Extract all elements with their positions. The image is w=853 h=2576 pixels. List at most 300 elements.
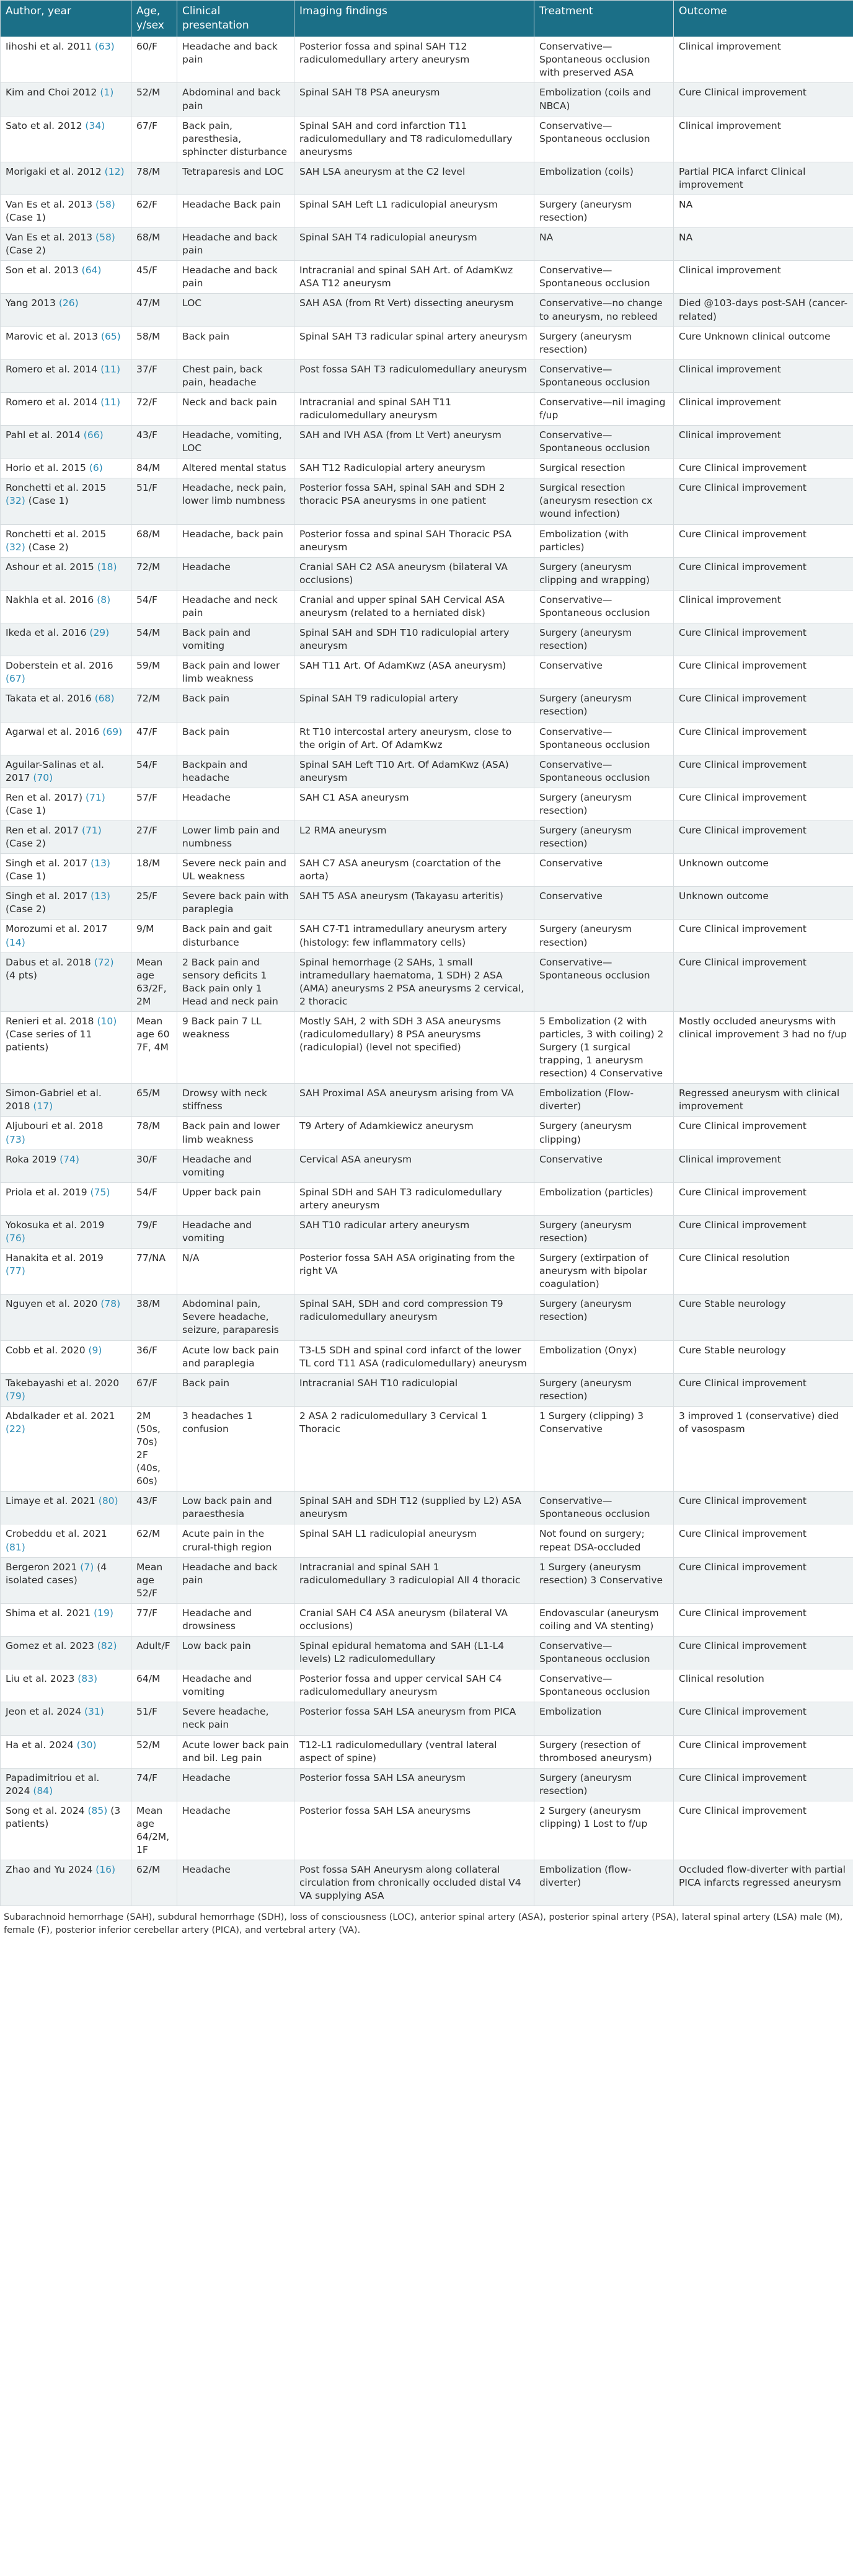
cell-imaging-findings: Posterior fossa and spinal SAH Thoracic PSA aneurysm (294, 524, 534, 557)
cell-imaging-findings: Posterior fossa SAH, spinal SAH and SDH 2 thoracic PSA aneurysms in one patient (294, 478, 534, 524)
author-note: (Case series of 11 patients) (6, 1028, 92, 1053)
cell-author (1, 920, 131, 952)
cell-outcome: Cure Clinical improvement (674, 722, 853, 755)
cell-outcome: NA (674, 228, 853, 261)
cell-treatment: Embolization (534, 1702, 674, 1735)
cell-author (1, 359, 131, 392)
cell-author (1, 1801, 131, 1860)
cell-clinical-presentation: Drowsy with neck stiffness (177, 1084, 294, 1117)
cell-author (1, 788, 131, 820)
table-row (1, 1637, 853, 1669)
cell-author (1, 1084, 131, 1117)
cell-treatment: 5 Embolization (2 with particles, 3 with coiling) 2 Surgery (1 surgical trapping, 1 aneurysm resection) 4 Conservative (534, 1011, 674, 1083)
reference-link[interactable]: (1) (100, 87, 114, 99)
cell-clinical-presentation: Headache, back pain (177, 524, 294, 557)
cell-outcome: Cure Clinical improvement (674, 1801, 853, 1860)
cell-clinical-presentation: Back pain and lower limb weakness (177, 656, 294, 689)
reference-link[interactable]: (80) (98, 1495, 118, 1507)
cell-age-sex: 43/F (131, 426, 177, 459)
reference-link[interactable]: (18) (97, 561, 117, 573)
cell-age-sex: 62/M (131, 1860, 177, 1906)
cell-age-sex: 72/F (131, 392, 177, 425)
cell-author (1, 162, 131, 195)
cell-age-sex: 79/F (131, 1215, 177, 1248)
cell-treatment: Surgery (aneurysm clipping) (534, 1117, 674, 1150)
cell-imaging-findings: Spinal SAH and SDH T12 (supplied by L2) ASA aneurysm (294, 1492, 534, 1524)
reference-link[interactable]: (58) (95, 199, 115, 210)
cell-outcome: Clinical improvement (674, 359, 853, 392)
cell-treatment: Conservative—Spontaneous occlusion (534, 952, 674, 1011)
cell-outcome: Mostly occluded aneurysms with clinical improvement 3 had no f/up (674, 1011, 853, 1083)
reference-link[interactable]: (11) (100, 396, 121, 408)
cell-author (1, 1150, 131, 1182)
cell-outcome: Cure Clinical improvement (674, 524, 853, 557)
cell-imaging-findings: Spinal SAH Left L1 radiculopial aneurysm (294, 195, 534, 228)
author-name: Sato et al. 2012 (6, 120, 82, 131)
cell-treatment: Surgical resection (aneurysm resection cx wound infection) (534, 478, 674, 524)
cell-age-sex: 78/M (131, 162, 177, 195)
reference-link[interactable]: (75) (90, 1186, 110, 1198)
cell-author (1, 820, 131, 853)
table-row (1, 557, 853, 590)
table-row (1, 1406, 853, 1491)
cell-author (1, 590, 131, 623)
table-row (1, 459, 853, 478)
cell-imaging-findings: SAH T10 radicular artery aneurysm (294, 1215, 534, 1248)
cell-outcome: Died @103-days post-SAH (cancer-related) (674, 294, 853, 327)
cell-outcome: 3 improved 1 (conservative) died of vasospasm (674, 1406, 853, 1491)
reference-link[interactable]: (64) (81, 265, 102, 276)
cell-author (1, 1117, 131, 1150)
cell-age-sex: 68/M (131, 228, 177, 261)
cell-age-sex: 67/F (131, 1373, 177, 1406)
cell-author (1, 1215, 131, 1248)
cell-imaging-findings: T3-L5 SDH and spinal cord infarct of the lower TL cord T11 ASA (radiculomedullary) aneurysm (294, 1340, 534, 1373)
cell-age-sex: 62/F (131, 195, 177, 228)
cell-outcome: Cure Stable neurology (674, 1340, 853, 1373)
author-name: Van Es et al. 2013 (6, 199, 93, 210)
author-name: Ashour et al. 2015 (6, 561, 94, 573)
cell-age-sex: 62/M (131, 1524, 177, 1557)
cell-imaging-findings: Post fossa SAH T3 radiculomedullary aneurysm (294, 359, 534, 392)
author-name: Son et al. 2013 (6, 265, 79, 276)
author-name: Nguyen et al. 2020 (6, 1298, 98, 1310)
cell-outcome: Cure Clinical improvement (674, 1524, 853, 1557)
cell-imaging-findings: SAH LSA aneurysm at the C2 level (294, 162, 534, 195)
reference-link[interactable]: (69) (102, 726, 123, 737)
cell-clinical-presentation: Lower limb pain and numbness (177, 820, 294, 853)
cell-clinical-presentation: Headache and vomiting (177, 1150, 294, 1182)
cell-clinical-presentation: Back pain, paresthesia, sphincter disturbance (177, 116, 294, 162)
cell-author (1, 478, 131, 524)
reference-link[interactable]: (71) (86, 791, 105, 803)
table-row (1, 1768, 853, 1801)
reference-link[interactable]: (32) (6, 495, 25, 507)
author-name: Ren et al. 2017) (6, 791, 83, 803)
cell-author (1, 1768, 131, 1801)
cell-treatment: Conservative—Spontaneous occlusion (534, 426, 674, 459)
reference-link[interactable]: (31) (84, 1706, 104, 1718)
table-row (1, 689, 853, 722)
cell-author (1, 656, 131, 689)
cell-outcome: Unknown outcome (674, 887, 853, 920)
reference-link[interactable]: (78) (100, 1298, 121, 1310)
cell-age-sex: 37/F (131, 359, 177, 392)
cell-treatment: Embolization (with particles) (534, 524, 674, 557)
cell-imaging-findings: Spinal SAH and SDH T10 radiculopial artery aneurysm (294, 623, 534, 656)
table-row (1, 1011, 853, 1083)
author-name: Morozumi et al. 2017 (6, 923, 108, 935)
author-name: Pahl et al. 2014 (6, 429, 81, 441)
reference-link[interactable]: (63) (94, 41, 115, 53)
cell-treatment: NA (534, 228, 674, 261)
author-name: Priola et al. 2019 (6, 1186, 87, 1198)
cell-clinical-presentation: Chest pain, back pain, headache (177, 359, 294, 392)
reference-link[interactable]: (72) (94, 956, 114, 968)
author-name: Ronchetti et al. 2015 (6, 528, 107, 540)
cell-treatment: Conservative—Spontaneous occlusion (534, 359, 674, 392)
author-name: Jeon et al. 2024 (6, 1706, 81, 1718)
cell-imaging-findings: Rt T10 intercostal artery aneurysm, close to the origin of Art. Of AdamKwz (294, 722, 534, 755)
cell-clinical-presentation: Back pain and lower limb weakness (177, 1117, 294, 1150)
cell-clinical-presentation: Headache and vomiting (177, 1669, 294, 1702)
author-name: Renieri et al. 2018 (6, 1015, 94, 1027)
reference-link[interactable]: (14) (6, 936, 25, 948)
reference-link[interactable]: (13) (91, 858, 110, 869)
table-row (1, 722, 853, 755)
cell-author (1, 755, 131, 788)
reference-link[interactable]: (67) (6, 673, 25, 685)
cell-imaging-findings: Intracranial SAH T10 radiculopial (294, 1373, 534, 1406)
cell-treatment: Surgery (aneurysm clipping and wrapping) (534, 557, 674, 590)
reference-link[interactable]: (19) (94, 1607, 113, 1619)
reference-link[interactable]: (66) (83, 429, 104, 441)
cell-age-sex: 59/M (131, 656, 177, 689)
cell-imaging-findings: Spinal SAH T8 PSA aneurysm (294, 83, 534, 116)
author-note: (4 pts) (6, 969, 37, 981)
cell-imaging-findings: Spinal epidural hematoma and SAH (L1-L4 levels) L2 radiculomedullary (294, 1637, 534, 1669)
author-name: Marovic et al. 2013 (6, 330, 98, 342)
cell-imaging-findings: Spinal SAH T3 radicular spinal artery aneurysm (294, 327, 534, 359)
cell-outcome: Clinical improvement (674, 116, 853, 162)
cell-author (1, 1011, 131, 1083)
author-name: Yang 2013 (6, 297, 56, 309)
reference-link[interactable]: (17) (33, 1101, 53, 1112)
cell-clinical-presentation: Headache and back pain (177, 228, 294, 261)
cell-outcome: Cure Unknown clinical outcome (674, 327, 853, 359)
cell-age-sex: 77/NA (131, 1249, 177, 1295)
cell-treatment: Embolization (flow-diverter) (534, 1860, 674, 1906)
reference-link[interactable]: (32) (6, 541, 25, 553)
cell-outcome: Clinical improvement (674, 590, 853, 623)
reference-link[interactable]: (10) (97, 1015, 117, 1027)
cell-clinical-presentation: Back pain (177, 1373, 294, 1406)
cell-clinical-presentation: Headache and back pain (177, 1557, 294, 1603)
reference-link[interactable]: (81) (6, 1541, 25, 1553)
author-name: Singh et al. 2017 (6, 890, 88, 902)
cell-age-sex: 45/F (131, 261, 177, 294)
author-name: Doberstein et al. 2016 (6, 660, 113, 672)
cell-age-sex: 27/F (131, 820, 177, 853)
cell-author (1, 524, 131, 557)
cell-treatment: Surgery (aneurysm resection) (534, 327, 674, 359)
author-note: (Case 1) (6, 212, 46, 224)
cell-treatment: Conservative—Spontaneous occlusion (534, 1637, 674, 1669)
table-row (1, 1215, 853, 1248)
header-age-sex: Age, y/sex (131, 1, 177, 37)
reference-link[interactable]: (8) (97, 594, 111, 605)
cell-treatment: Conservative (534, 656, 674, 689)
table-row (1, 755, 853, 788)
cell-clinical-presentation: Headache and drowsiness (177, 1603, 294, 1636)
cell-imaging-findings: Intracranial and spinal SAH T11 radiculomedullary aneurysm (294, 392, 534, 425)
table-row (1, 392, 853, 425)
cell-age-sex: 60/F (131, 37, 177, 83)
author-name: Liu et al. 2023 (6, 1673, 75, 1685)
reference-link[interactable]: (7) (80, 1561, 94, 1573)
author-note: (4 isolated cases) (6, 1561, 107, 1586)
cell-treatment: Embolization (coils and NBCA) (534, 83, 674, 116)
author-note: (3 patients) (6, 1805, 121, 1829)
reference-link[interactable]: (22) (6, 1423, 25, 1435)
cell-treatment: Conservative—Spontaneous occlusion with preserved ASA (534, 37, 674, 83)
table-row (1, 1084, 853, 1117)
author-name: Aguilar-Salinas et al. 2017 (6, 758, 104, 783)
table-row (1, 1524, 853, 1557)
cell-clinical-presentation: Acute lower back pain and bil. Leg pain (177, 1735, 294, 1768)
author-name: Yokosuka et al. 2019 (6, 1219, 105, 1231)
table-row (1, 524, 853, 557)
cell-outcome: Occluded flow-diverter with partial PICA infarcts regressed aneurysm (674, 1860, 853, 1906)
table-row (1, 854, 853, 887)
cell-clinical-presentation: 2 Back pain and sensory deficits 1 Back pain only 1 Head and neck pain (177, 952, 294, 1011)
cell-age-sex: 72/M (131, 689, 177, 722)
reference-link[interactable]: (70) (33, 771, 53, 783)
table-row (1, 920, 853, 952)
author-name: Roka 2019 (6, 1153, 57, 1165)
cell-age-sex: 54/F (131, 755, 177, 788)
reference-link[interactable]: (30) (76, 1739, 97, 1751)
cell-age-sex: Mean age 60 7F, 4M (131, 1011, 177, 1083)
cell-clinical-presentation: Upper back pain (177, 1182, 294, 1215)
cell-author (1, 261, 131, 294)
cell-treatment: Embolization (Onyx) (534, 1340, 674, 1373)
cell-age-sex: 57/F (131, 788, 177, 820)
cell-outcome: Cure Clinical improvement (674, 689, 853, 722)
cell-clinical-presentation: Severe back pain with paraplegia (177, 887, 294, 920)
cell-author (1, 557, 131, 590)
cell-imaging-findings: SAH C7 ASA aneurysm (coarctation of the aorta) (294, 854, 534, 887)
author-name: Horio et al. 2015 (6, 462, 86, 474)
cell-outcome: NA (674, 195, 853, 228)
header-author: Author, year (1, 1, 131, 37)
reference-link[interactable]: (83) (77, 1673, 98, 1685)
cell-clinical-presentation: Headache (177, 1768, 294, 1801)
header-outcome: Outcome (674, 1, 853, 37)
cell-author (1, 1182, 131, 1215)
header-row (1, 1, 853, 37)
cell-clinical-presentation: Acute pain in the crural-thigh region (177, 1524, 294, 1557)
cell-author (1, 116, 131, 162)
cell-outcome: Cure Clinical improvement (674, 1637, 853, 1669)
author-note: (Case 1) (6, 871, 46, 882)
reference-link[interactable]: (65) (100, 330, 121, 342)
cell-treatment: Conservative—nil imaging f/up (534, 392, 674, 425)
reference-link[interactable]: (6) (89, 462, 103, 474)
author-note: (Case 1) (28, 495, 69, 507)
author-name: Abdalkader et al. 2021 (6, 1410, 115, 1422)
author-name: Agarwal et al. 2016 (6, 726, 100, 737)
author-name: Romero et al. 2014 (6, 363, 98, 375)
cell-imaging-findings: SAH ASA (from Rt Vert) dissecting aneurysm (294, 294, 534, 327)
cell-treatment: Conservative—Spontaneous occlusion (534, 1669, 674, 1702)
table-row (1, 1860, 853, 1906)
cell-author (1, 854, 131, 887)
cell-clinical-presentation: N/A (177, 1249, 294, 1295)
table-row (1, 1182, 853, 1215)
cell-age-sex: Mean age 52/F (131, 1557, 177, 1603)
table-body (1, 37, 853, 1906)
cell-author (1, 1295, 131, 1340)
cell-outcome: Cure Clinical improvement (674, 83, 853, 116)
table-row (1, 327, 853, 359)
reference-link[interactable]: (85) (87, 1805, 108, 1816)
author-name: Zhao and Yu 2024 (6, 1864, 93, 1876)
cell-author (1, 1860, 131, 1906)
reference-link[interactable]: (12) (104, 165, 125, 177)
cell-outcome: Cure Clinical improvement (674, 1373, 853, 1406)
cell-age-sex: Mean age 64/2M, 1F (131, 1801, 177, 1860)
reference-link[interactable]: (34) (85, 120, 105, 131)
cell-treatment: Surgery (aneurysm resection) (534, 920, 674, 952)
reference-link[interactable]: (71) (81, 824, 102, 836)
table-row (1, 788, 853, 820)
cell-age-sex: 51/F (131, 1702, 177, 1735)
cell-clinical-presentation: Abdominal and back pain (177, 83, 294, 116)
reference-link[interactable]: (16) (95, 1864, 116, 1876)
cell-treatment: Conservative—Spontaneous occlusion (534, 590, 674, 623)
reference-link[interactable]: (84) (33, 1785, 53, 1796)
cell-age-sex: 52/M (131, 83, 177, 116)
table-row (1, 1150, 853, 1182)
cell-imaging-findings: L2 RMA aneurysm (294, 820, 534, 853)
author-name: Crobeddu et al. 2021 (6, 1528, 107, 1540)
reference-link[interactable]: (76) (6, 1233, 25, 1244)
reference-link[interactable]: (26) (58, 297, 79, 309)
reference-link[interactable]: (13) (91, 890, 110, 902)
cell-imaging-findings: Intracranial and spinal SAH Art. of AdamKwz ASA T12 aneurysm (294, 261, 534, 294)
cell-treatment: Surgery (aneurysm resection) (534, 1295, 674, 1340)
table-row (1, 195, 853, 228)
cell-age-sex: 52/M (131, 1735, 177, 1768)
cell-treatment: Surgery (extirpation of aneurysm with bipolar coagulation) (534, 1249, 674, 1295)
cell-imaging-findings: Spinal SAH T9 radiculopial artery (294, 689, 534, 722)
cell-outcome: Cure Clinical improvement (674, 1735, 853, 1768)
cell-treatment: Conservative—Spontaneous occlusion (534, 261, 674, 294)
reference-link[interactable]: (79) (6, 1390, 25, 1402)
reference-link[interactable]: (29) (89, 627, 110, 639)
cell-treatment: Surgery (resection of thrombosed aneurysm) (534, 1735, 674, 1768)
reference-link[interactable]: (58) (95, 232, 115, 244)
table-row (1, 820, 853, 853)
cell-age-sex: 65/M (131, 1084, 177, 1117)
cell-age-sex: 47/M (131, 294, 177, 327)
reference-link[interactable]: (74) (60, 1153, 79, 1165)
reference-link[interactable]: (68) (94, 693, 115, 705)
cell-outcome: Cure Clinical improvement (674, 1557, 853, 1603)
author-name: Hanakita et al. 2019 (6, 1252, 104, 1264)
reference-link[interactable]: (9) (88, 1344, 102, 1356)
cell-author (1, 952, 131, 1011)
cell-outcome: Unknown outcome (674, 854, 853, 887)
author-name: Cobb et al. 2020 (6, 1344, 86, 1356)
author-name: Song et al. 2024 (6, 1805, 85, 1816)
cell-age-sex: 30/F (131, 1150, 177, 1182)
author-name: Iihoshi et al. 2011 (6, 41, 92, 53)
author-name: Van Es et al. 2013 (6, 232, 93, 244)
author-name: Ronchetti et al. 2015 (6, 482, 107, 494)
reference-link[interactable]: (82) (97, 1640, 117, 1652)
author-name: Gomez et al. 2023 (6, 1640, 94, 1652)
cell-clinical-presentation: 3 headaches 1 confusion (177, 1406, 294, 1491)
cell-treatment: Surgery (aneurysm resection) (534, 820, 674, 853)
reference-link[interactable]: (11) (100, 363, 121, 375)
table-row (1, 1702, 853, 1735)
cell-age-sex: 58/M (131, 327, 177, 359)
reference-link[interactable]: (77) (6, 1265, 25, 1277)
author-name: Bergeron 2021 (6, 1561, 77, 1573)
table-row (1, 294, 853, 327)
cell-treatment: Embolization (particles) (534, 1182, 674, 1215)
cell-outcome: Cure Clinical improvement (674, 623, 853, 656)
cell-treatment: Conservative (534, 1150, 674, 1182)
author-name: Simon-Gabriel et al. 2018 (6, 1088, 102, 1112)
cell-outcome: Clinical improvement (674, 392, 853, 425)
cell-treatment: Conservative—no change to aneurysm, no rebleed (534, 294, 674, 327)
cell-clinical-presentation: Back pain and vomiting (177, 623, 294, 656)
table-row (1, 1669, 853, 1702)
cell-imaging-findings: Intracranial and spinal SAH 1 radiculomedullary 3 radiculopial All 4 thoracic (294, 1557, 534, 1603)
table-row (1, 1117, 853, 1150)
cell-imaging-findings: T9 Artery of Adamkiewicz aneurysm (294, 1117, 534, 1150)
cell-imaging-findings: Posterior fossa SAH LSA aneurysm from PICA (294, 1702, 534, 1735)
reference-link[interactable]: (73) (6, 1133, 25, 1145)
cell-treatment: Surgery (aneurysm resection) (534, 689, 674, 722)
cell-clinical-presentation: Headache, vomiting, LOC (177, 426, 294, 459)
cell-age-sex: 43/F (131, 1492, 177, 1524)
cell-author (1, 83, 131, 116)
cell-treatment: Endovascular (aneurysm coiling and VA stenting) (534, 1603, 674, 1636)
table-row (1, 1603, 853, 1636)
table-row (1, 478, 853, 524)
cell-clinical-presentation: Low back pain (177, 1637, 294, 1669)
cell-author (1, 1340, 131, 1373)
cell-age-sex: 18/M (131, 854, 177, 887)
author-name: Aljubouri et al. 2018 (6, 1120, 104, 1132)
cell-treatment: Not found on surgery; repeat DSA-occluded (534, 1524, 674, 1557)
cell-age-sex: Mean age 63/2F, 2M (131, 952, 177, 1011)
cell-author (1, 459, 131, 478)
cell-treatment: Conservative (534, 854, 674, 887)
cell-imaging-findings: SAH T12 Radiculopial artery aneurysm (294, 459, 534, 478)
author-name: Ha et al. 2024 (6, 1739, 74, 1751)
cell-outcome: Regressed aneurysm with clinical improvement (674, 1084, 853, 1117)
cell-clinical-presentation: Severe headache, neck pain (177, 1702, 294, 1735)
cell-age-sex: 9/M (131, 920, 177, 952)
cell-age-sex: 72/M (131, 557, 177, 590)
cell-clinical-presentation: Headache and back pain (177, 261, 294, 294)
cell-author (1, 1735, 131, 1768)
